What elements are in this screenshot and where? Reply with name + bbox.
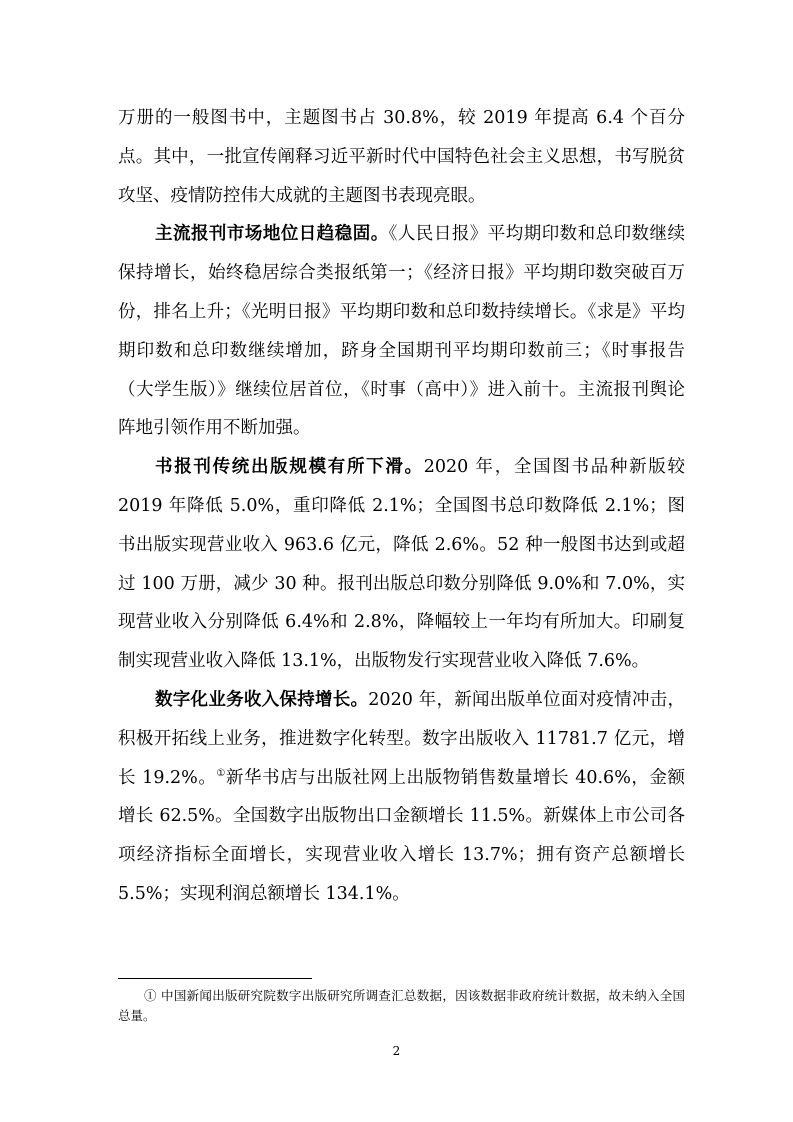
paragraph-text: 2020 年，新闻出版单位面对疫情冲击，积极开拓线上业务，推进数字化转型。数字出版收入 11781.7 亿元，增长 19.2%。 [118,689,686,788]
paragraph-traditional-publishing [118,448,685,681]
paragraph-text: 《人民日报》平均期印数和总印数继续保持增长，始终稳居综合类报纸第一；《经济日报》平均期印数突破百万份，排名上升；《光明日报》平均期印数和总印数持续增长。《求是》平均期印数和总印数继续增加，跻身全国期刊平均期印数前三；《时事报告（大学生版）》继续位居首位，《时事（高中）》进入前十。主流报刊舆论阵地引领作用不断加强。 [118,224,686,439]
paragraph-mainstream-press [118,215,685,448]
page-number: 2 [392,1044,401,1058]
paragraph-text: 万册的一般图书中，主题图书占 30.8%，较 2019 年提高 6.4 个百分点。其中，一批宣传阐释习近平新时代中国特色社会主义思想，书写脱贫攻坚、疫情防控伟大成就的主题图书表现亮眼。 [118,108,685,206]
paragraph-lead-heading: 数字化业务收入保持增长。 [155,689,369,710]
footnote-divider [118,978,312,979]
paragraph-lead-heading: 书报刊传统出版规模有所下滑。 [155,457,424,478]
footnote-paragraph [118,986,685,1026]
paragraph-continuation [118,99,685,215]
footnote-mark: ① [144,988,157,1003]
footnote-reference[interactable]: ① [216,767,226,779]
paragraph-text: 新华书店与出版社网上出版物销售数量增长 40.6%，金额增长 62.5%。全国数字出版物出口金额增长 11.5%。新媒体上市公司各项经济指标全面增长，实现营业收入增长 13.7%；拥有资产总额增长 5.5%；实现利润总额增长 134.1%。 [118,767,686,904]
paragraph-text: 2020 年，全国图书品种新版较 2019 年降低 5.0%，重印降低 2.1%；全国图书总印数降低 2.1%；图书出版实现营业收入 963.6 亿元，降低 2.6%。52 种一般图书达到或超过 100 万册，减少 30 种。报刊出版总印数分别降低 9.0%和 7.0%，实现营业收入分别降低 6.4%和 2.8%，降幅较上一年均有所加大。印刷复制实现营业收入降低 13.1%，出版物发行实现营业收入降低 7.6%。 [118,457,685,672]
footnote-text: 中国新闻出版研究院数字出版研究所调查汇总数据，因该数据非政府统计数据，故未纳入全国总量。 [118,988,685,1023]
paragraph-lead-heading: 主流报刊市场地位日趋稳固。 [155,224,389,245]
footnote [118,986,685,1026]
body-text [118,99,685,914]
paragraph-digital-business [118,681,685,914]
